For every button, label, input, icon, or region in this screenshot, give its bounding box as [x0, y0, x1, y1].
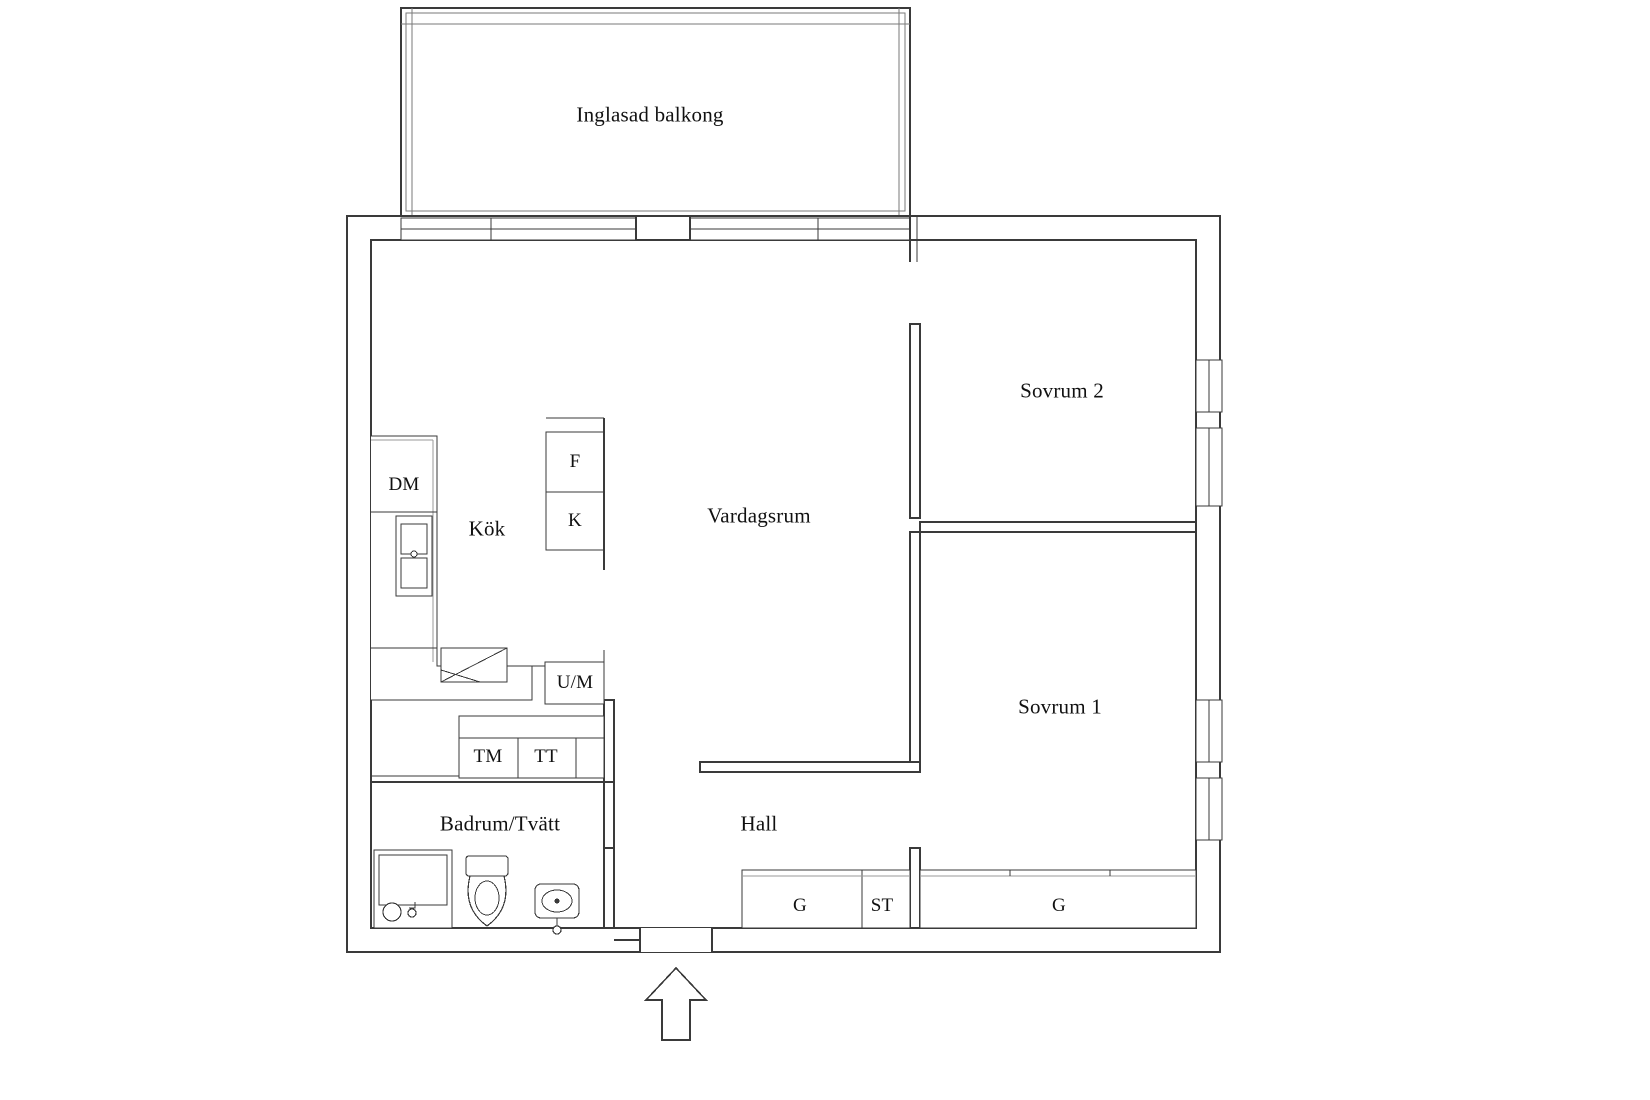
fixture-label-cleaning: ST: [870, 895, 894, 916]
room-label-balcony: Inglasad balkong: [576, 102, 724, 127]
apartment-outer-wall: [347, 216, 1220, 952]
wardrobes: [742, 870, 1196, 928]
fixture-label-tumble-dryer: TM: [473, 746, 503, 767]
fixture-label-oven-micro: U/M: [556, 672, 594, 693]
fixture-label-fridge: K: [568, 510, 582, 531]
room-label-kitchen: Kök: [468, 516, 506, 541]
entrance-arrow: [646, 968, 706, 1040]
fixture-label-wardrobe-main: G: [1052, 895, 1066, 916]
fixture-label-washer: TT: [534, 746, 558, 767]
room-label-bathroom: Badrum/Tvätt: [439, 811, 561, 836]
fixture-label-freezer: F: [569, 451, 581, 472]
room-label-bedroom2: Sovrum 2: [1020, 378, 1104, 403]
interior-wall-hall: [700, 762, 920, 772]
interior-wall-between-bedrooms: [920, 522, 1196, 532]
room-label-hall: Hall: [740, 811, 778, 836]
room-label-living: Vardagsrum: [707, 503, 811, 528]
fixture-label-wardrobe-hall: G: [793, 895, 807, 916]
fixture-label-dishwasher: DM: [388, 474, 420, 495]
room-label-bedroom1: Sovrum 1: [1018, 694, 1102, 719]
